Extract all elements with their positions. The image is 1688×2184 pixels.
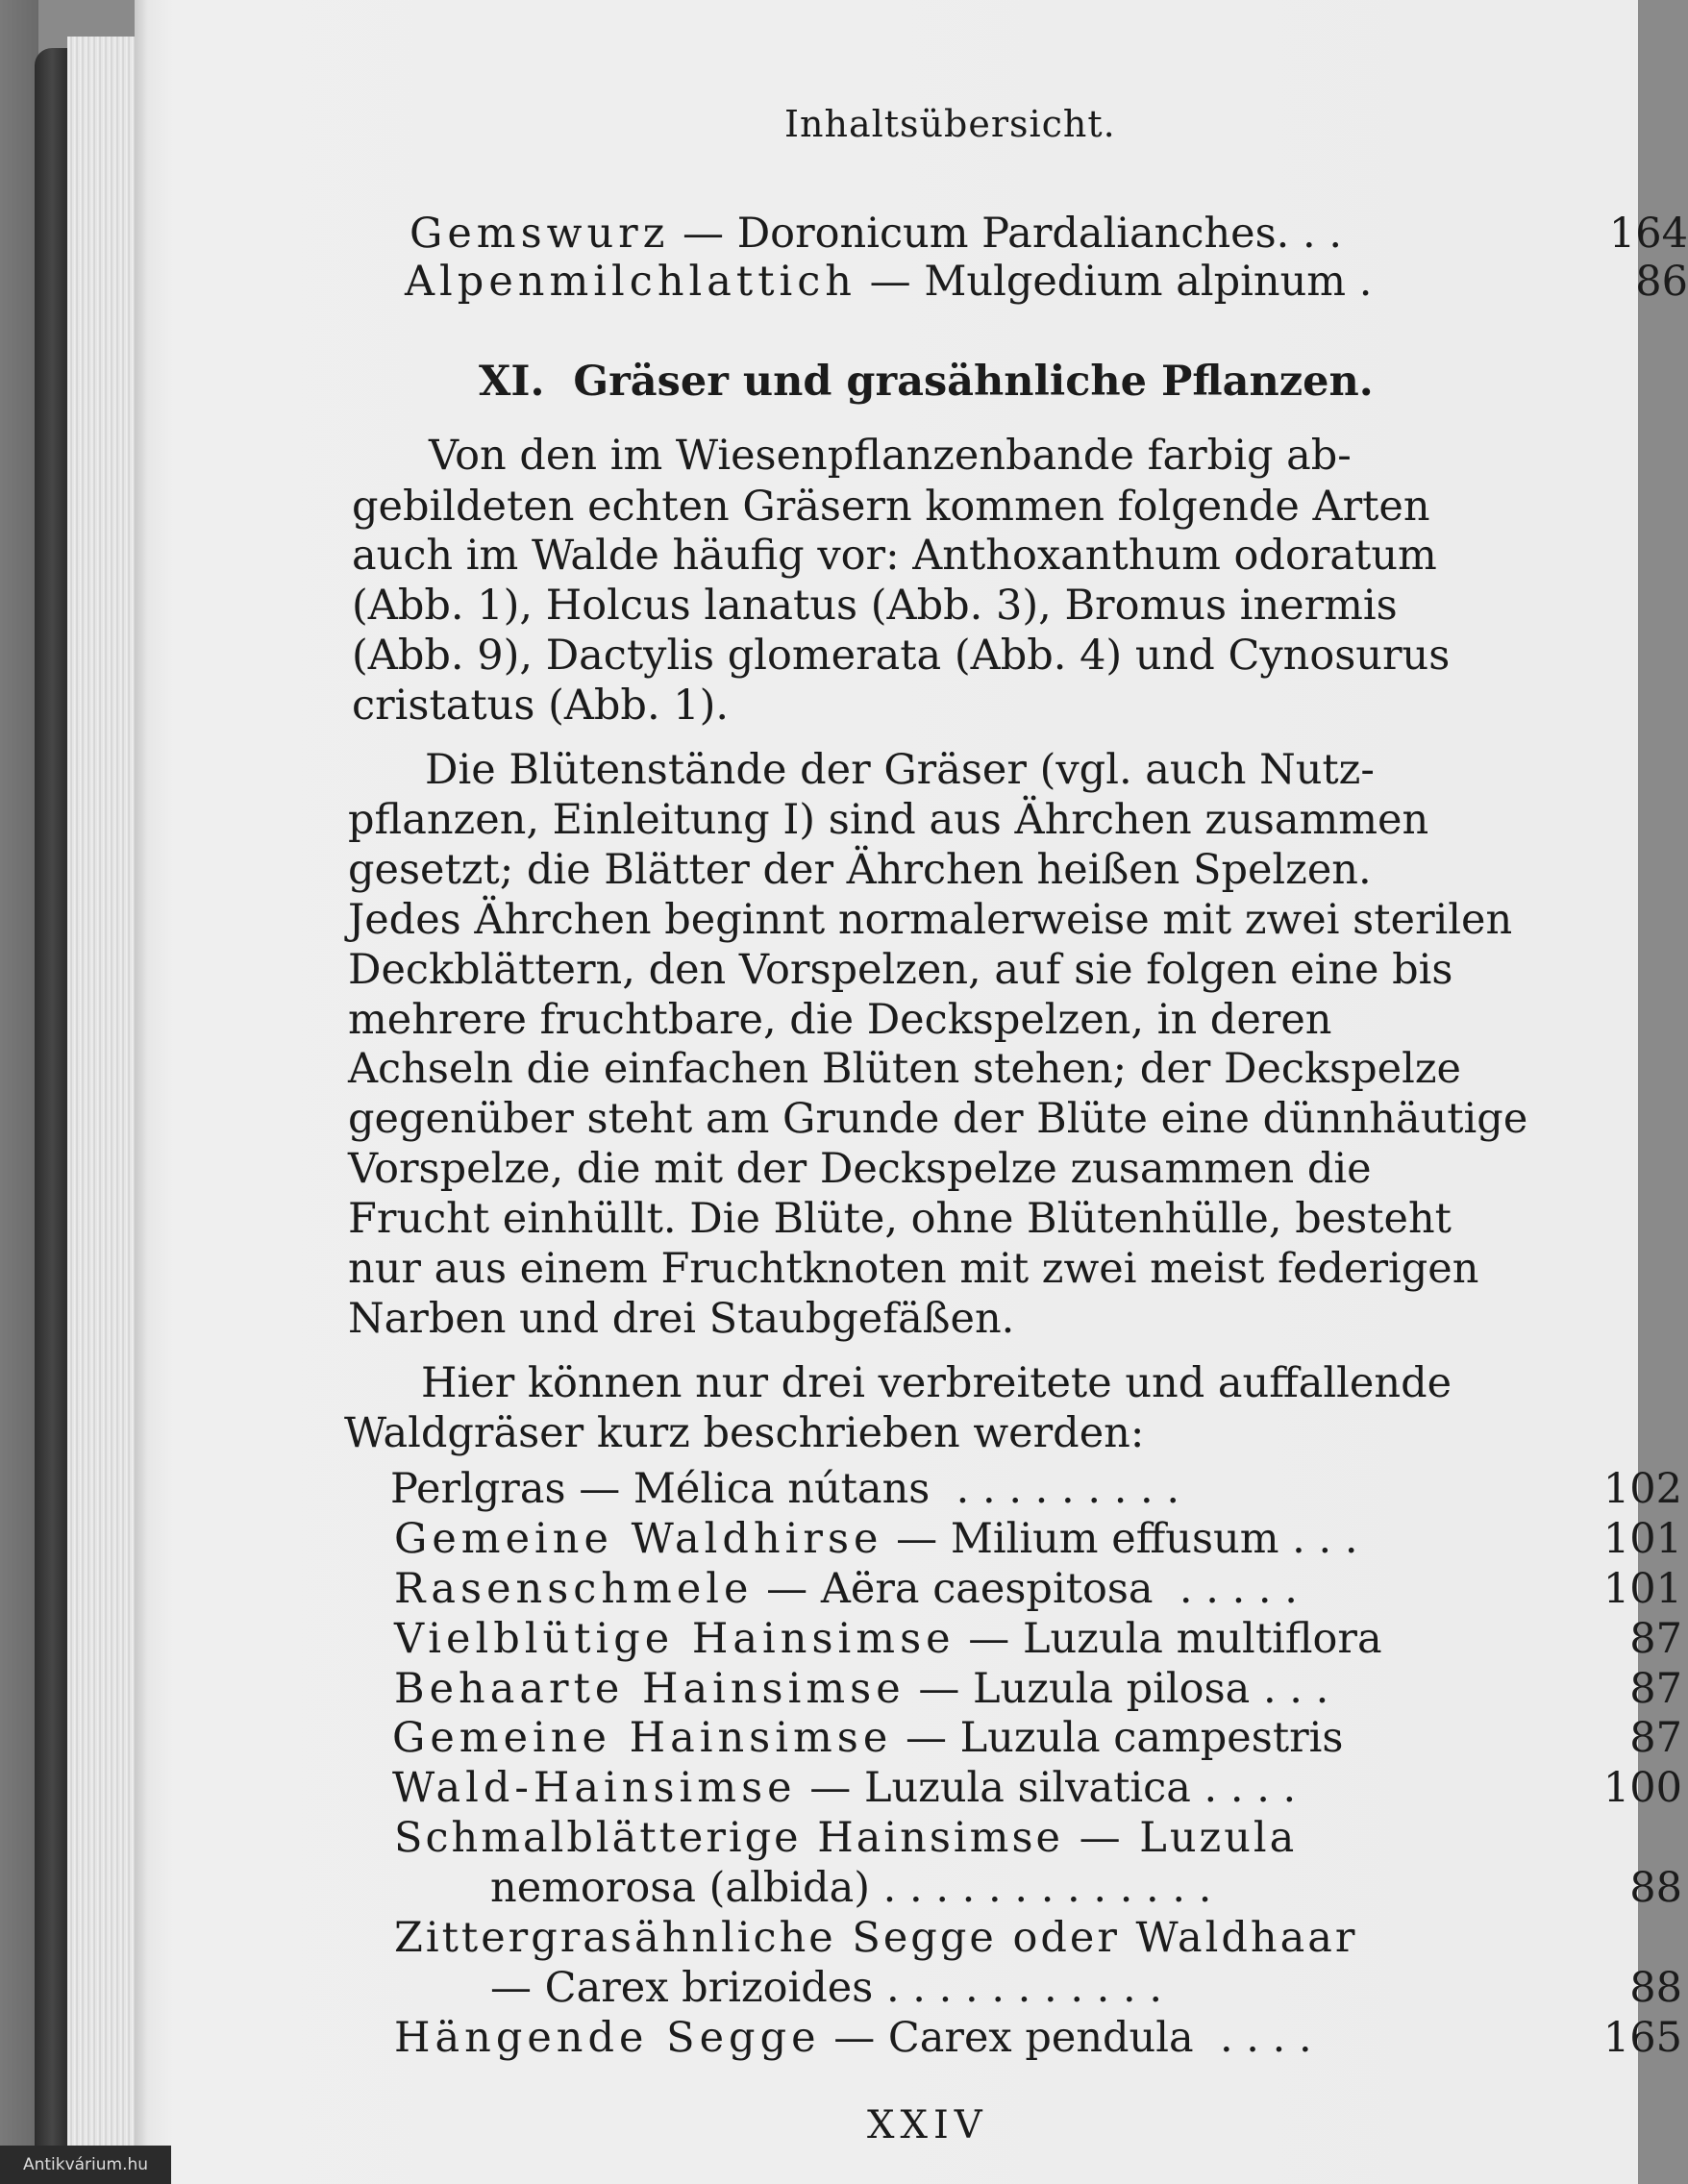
book-page — [135, 0, 1688, 2184]
entry-leader: . . . — [1262, 1665, 1329, 1713]
paragraph-line: gegenüber steht am Grunde der Blüte eine dünnhäutige — [348, 1095, 1528, 1143]
paragraph-line: cristatus (Abb. 1). — [352, 682, 730, 730]
entry-page-number: 102 — [1602, 1465, 1682, 1513]
entry-page-number: 100 — [1602, 1764, 1682, 1812]
toc-entry: Gemswurz — Doronicum Pardalianches. . . 164 — [410, 210, 1688, 258]
entry-page-number: 86 — [1635, 258, 1688, 306]
entry-latin-name: Carex pendula — [887, 2014, 1194, 2062]
entry-latin-name: Mulgedium alpinum — [924, 258, 1347, 306]
page-folio: XXIV — [867, 2103, 988, 2147]
watermark: Antikvárium.hu — [0, 2146, 171, 2184]
paragraph-line: Deckblättern, den Vorspelzen, auf sie folgen eine bis — [348, 946, 1453, 994]
toc-entry: Rasenschmele — Aëra caespitosa . . . . . 101 — [394, 1565, 1682, 1613]
toc-entry: Hängende Segge — Carex pendula . . . . 165 — [394, 2014, 1682, 2062]
entry-leader: . . . . . . . . . . . . . — [882, 1864, 1212, 1912]
entry-page-number: 88 — [1629, 1964, 1682, 2012]
entry-page-number: 164 — [1608, 210, 1688, 258]
entry-leader: . . . . . . . . . — [956, 1465, 1180, 1513]
entry-leader: . — [1358, 258, 1373, 306]
entry-leader: . . . . — [1219, 2014, 1312, 2062]
entry-latin-name: Luzula campestris — [959, 1714, 1344, 1762]
entry-german-name: Gemswurz — [410, 210, 670, 258]
paragraph-line: Hier können nur drei verbreitete und auffallende — [421, 1359, 1452, 1407]
paragraph-line: gesetzt; die Blätter der Ährchen heißen Spelzen. — [348, 846, 1372, 894]
entry-page-number: 87 — [1629, 1665, 1682, 1713]
entry-page-number: 87 — [1629, 1615, 1682, 1663]
entry-latin-name: nemorosa (albida) — [490, 1864, 870, 1912]
entry-leader: . . . . — [1204, 1764, 1297, 1812]
entry-page-number: 88 — [1629, 1864, 1682, 1912]
entry-german-name: Gemeine Hainsimse — [392, 1714, 893, 1762]
entry-page-number: 87 — [1629, 1714, 1682, 1762]
paragraph-line: Vorspelze, die mit der Deckspelze zusammen die — [348, 1145, 1372, 1193]
paragraph-line: (Abb. 9), Dactylis glomerata (Abb. 4) und Cynosurus — [352, 632, 1451, 680]
entry-german-name: Hängende Segge — [394, 2014, 821, 2062]
entry-latin-name: Luzula pilosa — [973, 1665, 1251, 1713]
paragraph-line: Jedes Ährchen beginnt normalerweise mit zwei sterilen — [348, 896, 1513, 944]
entry-german-name: Behaarte Hainsimse — [394, 1665, 906, 1713]
toc-entry: Gemeine Waldhirse — Milium effusum . . . 101 — [394, 1515, 1682, 1563]
entry-german-name: Vielblütige Hainsimse — [394, 1615, 956, 1663]
entry-latin-name: Luzula silvatica — [863, 1764, 1191, 1812]
entry-leader: . . . — [1276, 210, 1342, 258]
entry-page-number: 101 — [1602, 1565, 1682, 1613]
toc-entry: Vielblütige Hainsimse — Luzula multiflora 87 — [394, 1615, 1682, 1663]
paragraph-line: Die Blütenstände der Gräser (vgl. auch Nutz- — [425, 746, 1375, 794]
paragraph-line: auch im Walde häufig vor: Anthoxanthum odoratum — [352, 532, 1437, 580]
toc-entry — [490, 1864, 1682, 1912]
entry-page-number: 101 — [1602, 1515, 1682, 1563]
paragraph-line: (Abb. 1), Holcus lanatus (Abb. 3), Bromus inermis — [352, 582, 1398, 630]
toc-entry — [490, 1964, 1682, 2012]
entry-leader: . . . . . — [1179, 1565, 1298, 1613]
paragraph-line: gebildeten echten Gräsern kommen folgende Arten — [352, 483, 1430, 531]
entry-latin-name: Luzula multiflora — [1022, 1615, 1382, 1663]
toc-entry: Behaarte Hainsimse — Luzula pilosa . . . 87 — [394, 1665, 1682, 1713]
toc-entry: Gemeine Hainsimse — Luzula campestris 87 — [392, 1714, 1682, 1762]
entry-latin-name: Doronicum Pardalianches — [736, 210, 1277, 258]
running-head: Inhaltsübersicht. — [784, 103, 1116, 145]
entry-latin-name: Aëra caespitosa — [820, 1565, 1154, 1613]
toc-entry: Alpenmilchlattich — Mulgedium alpinum . 86 — [405, 258, 1688, 306]
page-edges — [67, 37, 144, 2184]
background-left — [0, 0, 38, 2184]
paragraph-line: pflanzen, Einleitung I) sind aus Ährchen zusammen — [348, 796, 1429, 844]
entry-latin-name: Milium effusum — [950, 1515, 1279, 1563]
paragraph-line: nur aus einem Fruchtknoten mit zwei meist federigen — [348, 1245, 1479, 1293]
entry-german-name: Alpenmilchlattich — [405, 258, 857, 306]
paragraph-line: Narben und drei Staubgefäßen. — [348, 1295, 1015, 1343]
entry-latin-name: Mélica nútans — [633, 1465, 931, 1513]
paragraph-line: Von den im Wiesenpflanzenbande farbig ab- — [429, 432, 1352, 480]
book-spine — [35, 48, 69, 2184]
entry-page-number: 165 — [1602, 2014, 1682, 2062]
paragraph-line: Waldgräser kurz beschrieben werden: — [344, 1409, 1145, 1457]
toc-entry: Perlgras — Mélica nútans . . . . . . . . . 102 — [390, 1465, 1682, 1513]
toc-entry: Wald-Hainsimse — Luzula silvatica . . . . 100 — [392, 1764, 1682, 1812]
paragraph-line: Achseln die einfachen Blüten stehen; der Deckspelze — [348, 1045, 1461, 1093]
paragraph-line: Frucht einhüllt. Die Blüte, ohne Blütenhülle, besteht — [348, 1195, 1452, 1243]
toc-entry-line1: Schmalblätterige Hainsimse — Luzula — [394, 1814, 1298, 1862]
entry-latin-name: — Carex brizoides — [490, 1964, 874, 2012]
toc-entry-line1: Zittergrasähnliche Segge oder Waldhaar — [394, 1914, 1358, 1962]
entry-german-name: Wald-Hainsimse — [392, 1764, 797, 1812]
entry-german-name: Gemeine Waldhirse — [394, 1515, 883, 1563]
entry-german-name: Perlgras — [390, 1465, 566, 1513]
entry-leader: . . . — [1292, 1515, 1358, 1563]
section-heading: XI. Gräser und grasähnliche Pflanzen. — [479, 358, 1374, 406]
paragraph-line: mehrere fruchtbare, die Deckspelzen, in deren — [348, 996, 1332, 1044]
entry-leader: . . . . . . . . . . . — [885, 1964, 1163, 2012]
entry-german-name: Rasenschmele — [394, 1565, 754, 1613]
